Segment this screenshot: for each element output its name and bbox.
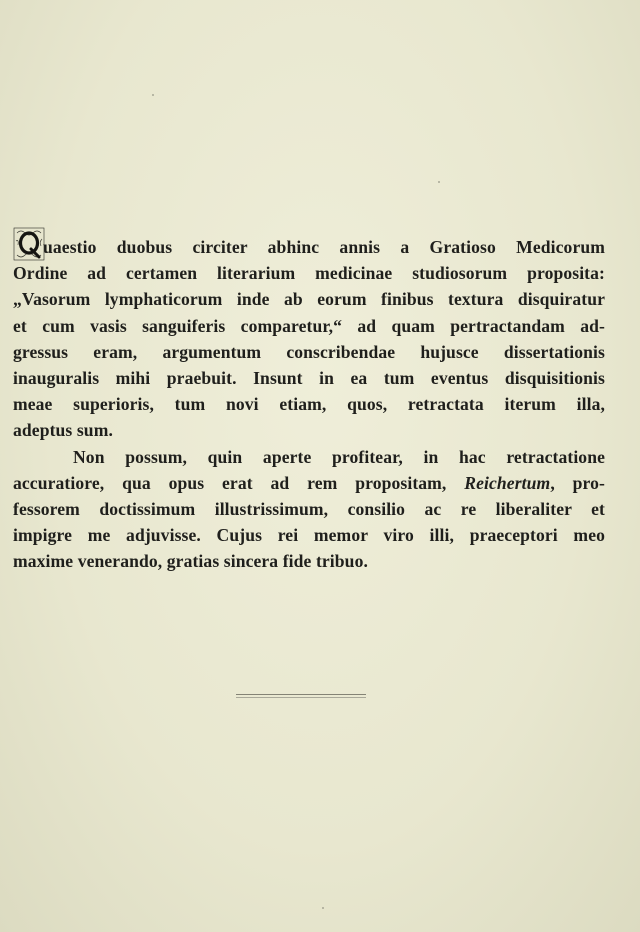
paper-speck [152, 94, 154, 96]
paper-speck [322, 907, 324, 909]
paragraph-1-line-4: et cum vasis sanguiferis comparetur,“ ad quam pertractandam ad- [13, 315, 605, 336]
paragraph-2 [13, 444, 605, 575]
paragraph-2-line-1: Non possum, quin aperte profitear, in hac retractatione [73, 446, 605, 467]
paragraph-1 [13, 234, 605, 444]
body-text [13, 234, 605, 575]
paragraph-2-line-2 [13, 470, 605, 496]
paragraph-1-line-7: meae superioris, tum novi etiam, quos, retractata iterum illa, [13, 394, 605, 415]
paragraph-1-line-5: gressus eram, argumentum conscribendae hujusce dissertationis [13, 341, 605, 362]
paragraph-1-line-8: adeptus sum. [13, 420, 113, 441]
name-reichertum: Reichertum [464, 472, 551, 493]
paragraph-1-line-3: „Vasorum lymphaticorum inde ab eorum finibus textura disquiratur [13, 289, 605, 310]
paper-speck [438, 181, 440, 183]
paragraph-1-line-2: Ordine ad certamen literarium medicinae studiosorum proposita: [13, 263, 605, 284]
ornamental-dropcap-q-icon [13, 227, 45, 261]
line-text: uaestio duobus circiter abhinc annis a Gratioso Medicorum [43, 237, 605, 257]
paragraph-1-line-6: inauguralis mihi praebuit. Insunt in ea tum eventus disquisitionis [13, 368, 605, 389]
section-divider [236, 694, 366, 698]
line-text: accuratiore, qua opus erat ad rem propositam, [13, 472, 447, 493]
paragraph-1-line-1 [13, 234, 605, 260]
paragraph-2-line-4: impigre me adjuvisse. Cujus rei memor viro illi, praeceptori meo [13, 525, 605, 546]
paragraph-2-line-3: fessorem doctissimum illustrissimum, consilio ac re liberaliter et [13, 499, 605, 520]
line-text: , pro- [550, 472, 605, 493]
paragraph-2-line-5: maxime venerando, gratias sincera fide tribuo. [13, 551, 368, 572]
